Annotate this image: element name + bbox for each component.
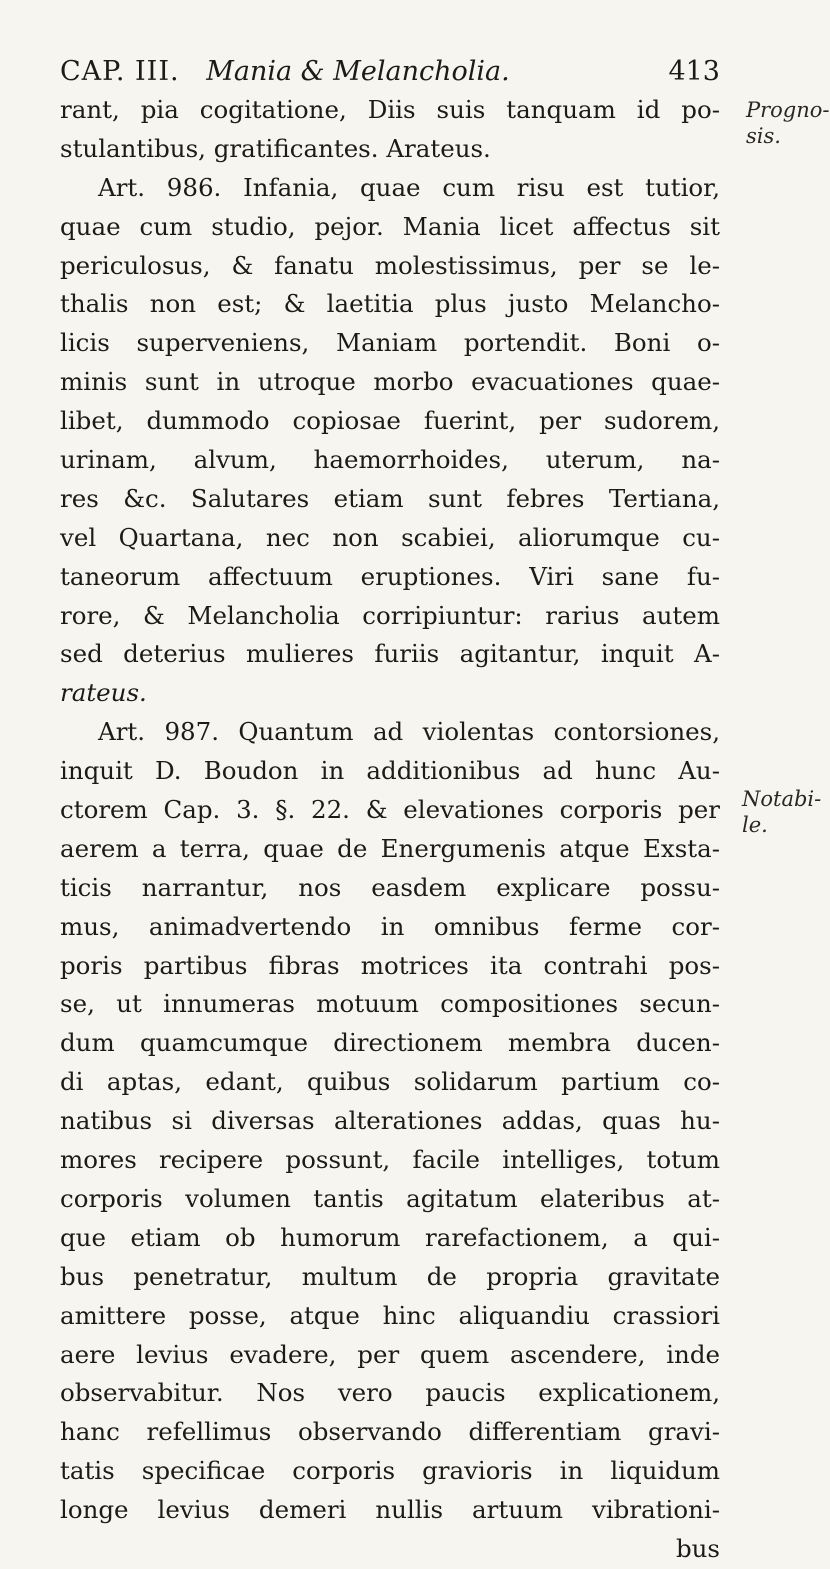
text-line: amittere posse, atque hinc aliquandiu crassiori <box>60 1300 720 1330</box>
text-line: thalis non est; & laetitia plus justo Melancho- <box>60 289 720 319</box>
text-line: mus, animadvertendo in omnibus ferme cor- <box>60 911 720 941</box>
running-title: Mania & Melancholia. <box>206 56 510 87</box>
body-text <box>60 91 720 1569</box>
text-line: sed deterius mulieres furiis agitantur, inquit A- <box>60 639 720 669</box>
text-line: vel Quartana, nec non scabiei, aliorumque cu- <box>60 522 720 552</box>
text-line: aere levius evadere, per quem ascendere, inde <box>60 1339 720 1369</box>
text-line: corporis volumen tantis agitatum elateribus at- <box>60 1183 720 1213</box>
text-line: rateus. <box>60 678 147 708</box>
text-line: rant, pia cogitatione, Diis suis tanquam id po- <box>60 95 720 124</box>
text-line: aerem a terra, quae de Energumenis atque Exsta- <box>60 833 720 863</box>
text-line: di aptas, edant, quibus solidarum partium co- <box>60 1067 720 1097</box>
text-line: stulantibus, gratificantes. Arateus. <box>60 133 491 163</box>
text-line: urinam, alvum, haemorrhoides, uterum, na- <box>60 445 720 475</box>
text-line: res &c. Salutares etiam sunt febres Tertiana, <box>60 483 720 513</box>
text-line: que etiam ob humorum rarefactionem, a qui- <box>60 1222 720 1252</box>
text-line: tatis specificae corporis gravioris in liquidum <box>60 1456 720 1486</box>
text-line: natibus si diversas alterationes addas, quas hu- <box>60 1106 720 1136</box>
text-line: taneorum affectuum eruptiones. Viri sane fu- <box>60 561 720 591</box>
margin-note-notabile: Notabi- le. <box>742 787 822 837</box>
margin-note-prognosis: Progno- sis. <box>746 98 830 148</box>
text-line: dum quamcumque directionem membra ducen- <box>60 1028 720 1058</box>
text-line: periculosus, & fanatu molestissimus, per se le- <box>60 250 720 280</box>
text-line: ticis narrantur, nos easdem explicare possu- <box>60 872 720 902</box>
text-line: longe levius demeri nullis artuum vibrationi- <box>60 1495 720 1525</box>
chapter-label: CAP. III. <box>60 56 180 87</box>
text-line: poris partibus fibras motrices ita contrahi pos- <box>60 950 720 980</box>
text-line: libet, dummodo copiosae fuerint, per sudorem, <box>60 406 720 436</box>
text-line: mores recipere possunt, facile intelliges, totum <box>60 1145 720 1175</box>
page-number: 413 <box>668 56 720 87</box>
text-line: quae cum studio, pejor. Mania licet affectus sit <box>60 211 720 241</box>
text-line: inquit D. Boudon in additionibus ad hunc Au- <box>60 756 720 786</box>
text-line: bus penetratur, multum de propria gravitate <box>60 1261 720 1291</box>
text-line: Art. 987. Quantum ad violentas contorsiones, <box>98 717 720 747</box>
text-line: licis superveniens, Maniam portendit. Boni o- <box>60 328 720 358</box>
text-line: hanc refellimus observando differentiam gravi- <box>60 1417 720 1447</box>
text-line: observabitur. Nos vero paucis explicationem, <box>60 1378 720 1408</box>
catchword: bus <box>675 1533 720 1563</box>
page-header <box>60 52 720 92</box>
text-line: Art. 986. Infania, quae cum risu est tutior, <box>98 172 720 202</box>
text-line: rore, & Melancholia corripiuntur: rarius autem <box>60 600 720 630</box>
text-line: se, ut innumeras motuum compositiones secun- <box>60 989 720 1019</box>
text-line: ctorem Cap. 3. §. 22. & elevationes corporis per <box>60 795 720 825</box>
text-line: minis sunt in utroque morbo evacuationes quae- <box>60 367 720 397</box>
